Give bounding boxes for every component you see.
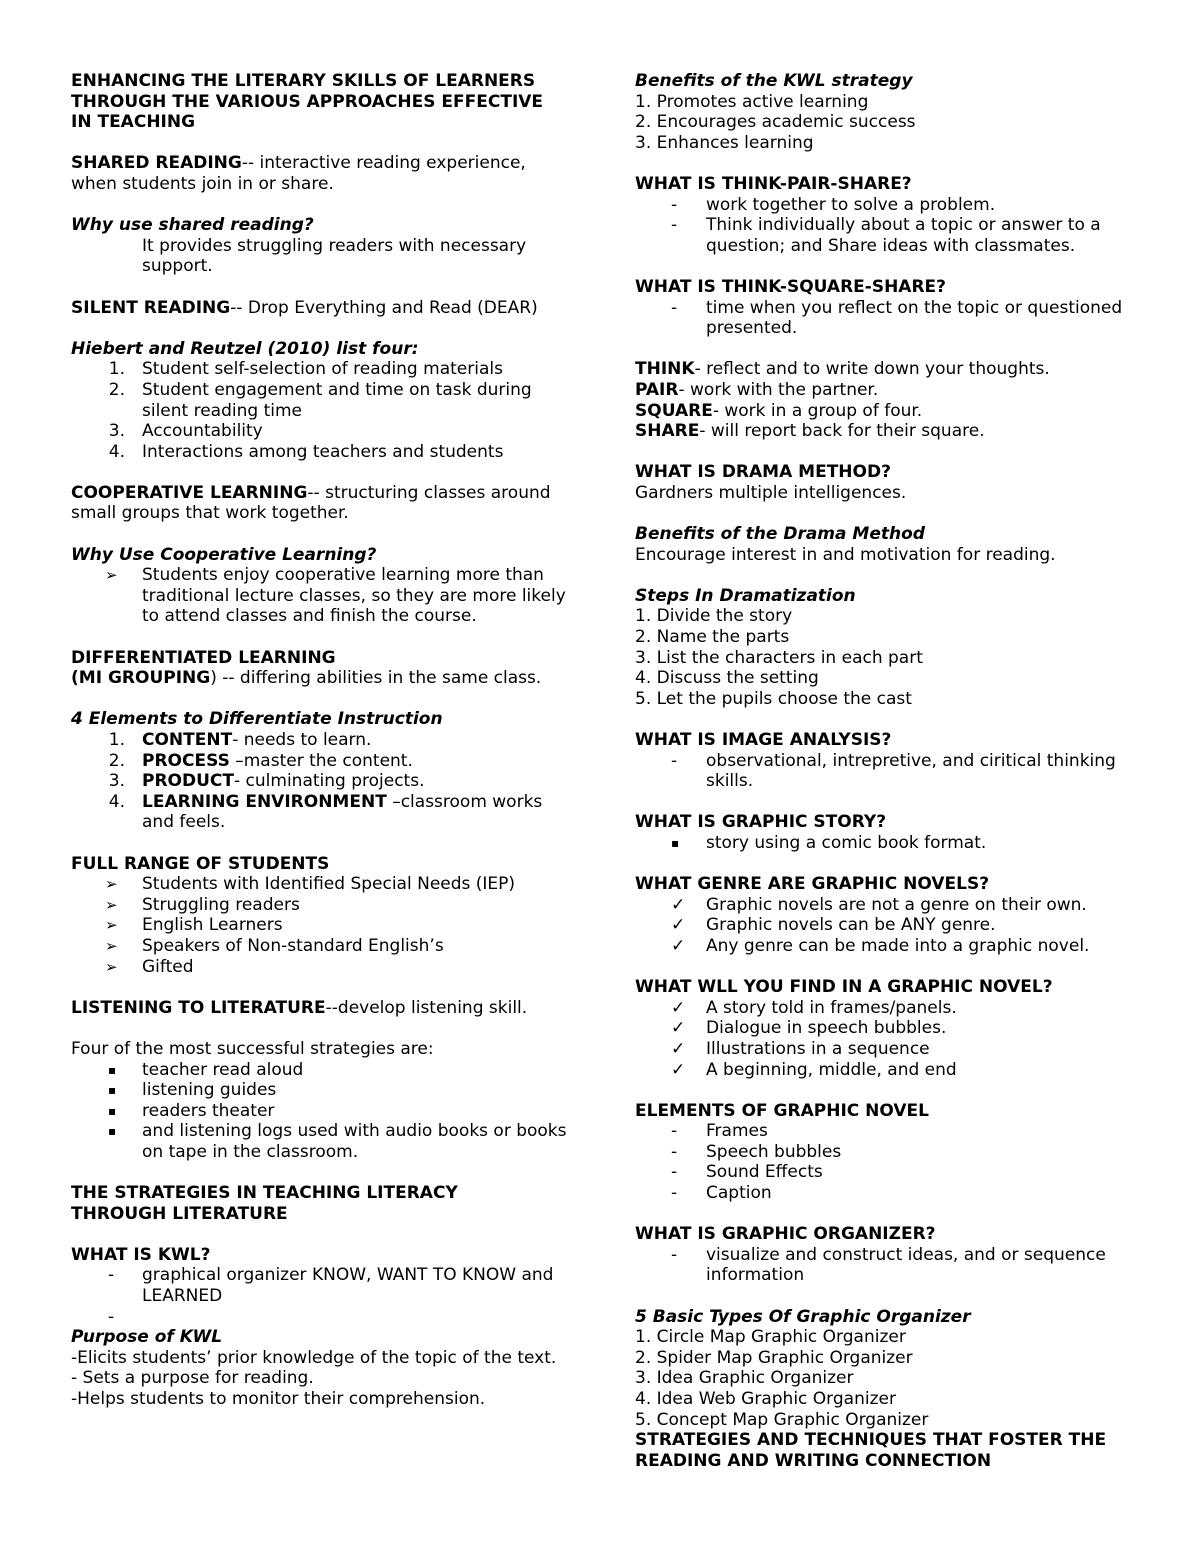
list-item: 2. PROCESS –master the content. <box>108 750 413 771</box>
why-shared-text: It provides struggling readers with necessary support. <box>142 235 527 277</box>
list-item: - Speech bubbles <box>671 1141 842 1162</box>
checkmark-icon: ✓ <box>671 1018 686 1039</box>
drama-benefits-heading: Benefits of the Drama Method <box>635 524 925 545</box>
checkmark-icon: ✓ <box>671 1059 686 1080</box>
list-item: ➢ Students enjoy cooperative learning more than traditional lecture classes, so they are more likely to attend classes and finish the course. <box>105 565 566 627</box>
list-item: - time when you reflect on the topic or questioned presented. <box>671 297 1123 339</box>
differentiated-heading: DIFFERENTIATED LEARNING <box>71 647 336 668</box>
kwl-benefits-heading: Benefits of the KWL strategy <box>635 71 913 91</box>
silent-reading-definition: SILENT READING-- Drop Everything and Read (DEAR) <box>71 297 538 318</box>
numbered-item: 1. Promotes active learning <box>635 91 869 112</box>
checkmark-icon: ✓ <box>671 997 686 1018</box>
list-item: ➢ Gifted <box>105 956 194 977</box>
find-heading: WHAT WLL YOU FIND IN A GRAPHIC NOVEL? <box>635 977 1053 998</box>
list-item: ➢ Students with Identified Special Needs (IEP) <box>105 874 516 895</box>
list-item: 2. Student engagement and time on task during silent reading time <box>108 379 532 421</box>
list-item: - visualize and construct ideas, and or sequence information <box>671 1244 1106 1286</box>
list-item: ✓ Illustrations in a sequence <box>671 1038 930 1059</box>
steps-heading: Steps In Dramatization <box>635 585 856 606</box>
numbered-item: 5. Let the pupils choose the cast <box>635 688 912 709</box>
drama-heading: WHAT IS DRAMA METHOD? <box>635 462 891 483</box>
square-bullet-icon: ▪ <box>108 1062 117 1077</box>
list-item: - Think individually about a topic or answer to a question; and Share ideas with classmates. <box>671 215 1101 256</box>
checkmark-icon: ✓ <box>671 1038 686 1059</box>
list-item: ✓ Dialogue in speech bubbles. <box>671 1018 947 1039</box>
purpose-line: -Elicits students’ prior knowledge of the topic of the text. <box>71 1347 557 1368</box>
hiebert-heading: Hiebert and Reutzel (2010) list four: <box>71 338 419 359</box>
arrow-bullet-icon: ➢ <box>105 566 118 585</box>
cooperative-learning-definition: COOPERATIVE LEARNING-- structuring classes around small groups that work together. <box>71 482 551 524</box>
list-item: - observational, intrepretive, and ciritical thinking skills. <box>671 750 1116 792</box>
list-item: ✓ A beginning, middle, and end <box>671 1059 957 1080</box>
list-item: ✓ Graphic novels are not a genre on their own. <box>671 894 1087 915</box>
tps-heading: WHAT IS THINK-PAIR-SHARE? <box>635 173 912 194</box>
teaching-literacy-heading: THROUGH LITERATURE <box>71 1203 288 1224</box>
list-item: - Sound Effects <box>671 1162 823 1183</box>
graphic-story-heading: WHAT IS GRAPHIC STORY? <box>635 812 887 833</box>
square-definition: SQUARE- work in a group of four. <box>635 400 923 421</box>
tss-heading: WHAT IS THINK-SQUARE-SHARE? <box>635 276 947 297</box>
teaching-literacy-heading: THE STRATEGIES IN TEACHING LITERACY <box>71 1183 458 1204</box>
differentiated-definition: (MI GROUPING) -- differing abilities in the same class. <box>71 668 542 689</box>
full-range-heading: FULL RANGE OF STUDENTS <box>71 853 330 874</box>
image-analysis-heading: WHAT IS IMAGE ANALYSIS? <box>635 730 892 750</box>
strategies-intro: Four of the most successful strategies are: <box>71 1038 434 1059</box>
listening-definition: LISTENING TO LITERATURE--develop listening skill. <box>71 997 528 1018</box>
list-item: 4. LEARNING ENVIRONMENT –classroom works and feels. <box>108 791 543 833</box>
doc-title-line: ENHANCING THE LITERARY SKILLS OF LEARNERS <box>71 71 536 91</box>
numbered-item: 5. Concept Map Graphic Organizer <box>635 1409 929 1430</box>
numbered-item: 4. Idea Web Graphic Organizer <box>635 1389 896 1409</box>
types-heading: 5 Basic Types Of Graphic Organizer <box>635 1306 971 1327</box>
list-item: - work together to solve a problem. <box>671 194 996 215</box>
list-item: 1. CONTENT- needs to learn. <box>108 730 372 750</box>
why-shared-heading: Why use shared reading? <box>71 215 314 236</box>
doc-title-line: THROUGH THE VARIOUS APPROACHES EFFECTIVE <box>71 91 544 112</box>
think-definition: THINK- reflect and to write down your thoughts. <box>635 359 1050 380</box>
list-item: ▪ listening guides <box>108 1080 277 1101</box>
list-item: ▪ readers theater <box>108 1100 275 1121</box>
doc-title-line: IN TEACHING <box>71 112 196 133</box>
list-item: ➢ Struggling readers <box>105 894 300 915</box>
why-coop-heading: Why Use Cooperative Learning? <box>71 544 377 565</box>
organizer-heading: WHAT IS GRAPHIC ORGANIZER? <box>635 1224 936 1245</box>
shared-reading-definition: SHARED READING-- interactive reading experience, when students join in or share. <box>71 153 526 194</box>
list-item: - <box>108 1306 115 1327</box>
purpose-line: -Helps students to monitor their comprehension. <box>71 1389 486 1409</box>
numbered-item: 1. Circle Map Graphic Organizer <box>635 1327 906 1348</box>
list-item: 3. PRODUCT- culminating projects. <box>108 771 425 792</box>
drama-benefits-text: Encourage interest in and motivation for reading. <box>635 544 1056 565</box>
right-column <box>635 71 1135 1471</box>
square-bullet-icon: ▪ <box>108 1124 117 1139</box>
list-item: 1. Student self-selection of reading materials <box>108 359 503 380</box>
numbered-item: 4. Discuss the setting <box>635 668 819 689</box>
kwl-heading: WHAT IS KWL? <box>71 1244 211 1265</box>
square-bullet-icon: ▪ <box>671 835 680 850</box>
list-item: ➢ English Learners <box>105 915 283 936</box>
numbered-item: 3. Idea Graphic Organizer <box>635 1368 854 1389</box>
list-item: ▪ and listening logs used with audio books or books on tape in the classroom. <box>108 1121 567 1162</box>
list-item: 3. Accountability <box>108 421 263 442</box>
arrow-bullet-icon: ➢ <box>105 936 118 955</box>
list-item: ▪ teacher read aloud <box>108 1059 304 1080</box>
numbered-item: 2. Name the parts <box>635 627 790 648</box>
list-item: ▪ story using a comic book format. <box>671 832 987 853</box>
arrow-bullet-icon: ➢ <box>105 875 118 894</box>
genre-heading: WHAT GENRE ARE GRAPHIC NOVELS? <box>635 874 990 895</box>
checkmark-icon: ✓ <box>671 935 686 956</box>
left-column <box>71 71 571 1410</box>
checkmark-icon: ✓ <box>671 915 686 936</box>
list-item: ➢ Speakers of Non-standard English’s <box>105 935 444 956</box>
purpose-line: - Sets a purpose for reading. <box>71 1368 314 1389</box>
list-item: ✓ Graphic novels can be ANY genre. <box>671 915 996 936</box>
pair-definition: PAIR- work with the partner. <box>635 379 879 400</box>
list-item: ✓ Any genre can be made into a graphic novel. <box>671 935 1090 956</box>
arrow-bullet-icon: ➢ <box>105 957 118 976</box>
elements-heading: ELEMENTS OF GRAPHIC NOVEL <box>635 1100 929 1121</box>
elements-heading: 4 Elements to Differentiate Instruction <box>71 709 443 730</box>
numbered-item: 3. List the characters in each part <box>635 647 923 668</box>
list-item: - Caption <box>671 1183 772 1204</box>
numbered-item: 2. Encourages academic success <box>635 112 916 133</box>
numbered-item: 3. Enhances learning <box>635 132 814 153</box>
share-definition: SHARE- will report back for their square. <box>635 421 985 442</box>
arrow-bullet-icon: ➢ <box>105 895 118 914</box>
drama-text: Gardners multiple intelligences. <box>635 482 907 503</box>
numbered-item: 2. Spider Map Graphic Organizer <box>635 1347 913 1368</box>
checkmark-icon: ✓ <box>671 894 686 915</box>
square-bullet-icon: ▪ <box>108 1083 117 1098</box>
purpose-heading: Purpose of KWL <box>71 1327 223 1348</box>
final-heading: READING AND WRITING CONNECTION <box>635 1450 992 1471</box>
square-bullet-icon: ▪ <box>108 1103 117 1118</box>
list-item: 4. Interactions among teachers and students <box>108 441 504 462</box>
final-heading: STRATEGIES AND TECHNIQUES THAT FOSTER THE <box>635 1430 1107 1451</box>
list-item: ✓ A story told in frames/panels. <box>671 997 957 1018</box>
arrow-bullet-icon: ➢ <box>105 916 118 935</box>
list-item: - Frames <box>671 1121 768 1142</box>
numbered-item: 1. Divide the story <box>635 606 793 627</box>
list-item: - graphical organizer KNOW, WANT TO KNOW and LEARNED <box>108 1265 554 1307</box>
